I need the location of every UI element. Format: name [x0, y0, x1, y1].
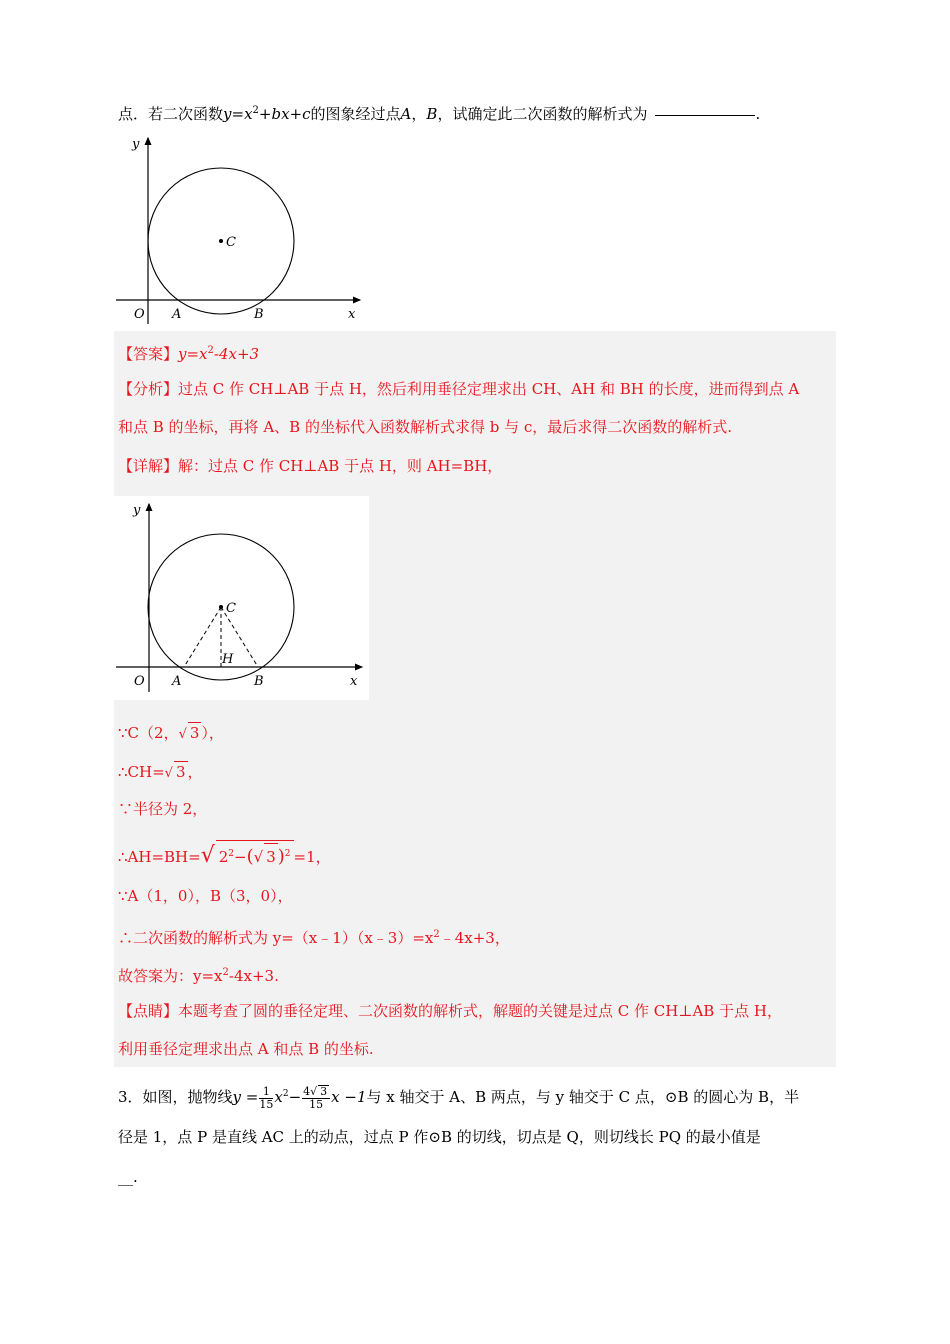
q3-text: 与 x 轴交于 A、B 两点，与 y 轴交于 C 点，⊙B 的圆心为 B，半	[366, 1088, 800, 1106]
q3-f2-coefficient: 4	[303, 1085, 311, 1098]
step-2-radicand: 3	[175, 763, 186, 781]
label-c: C	[226, 235, 236, 250]
step-5-text: ∵A（1，0），B（3，0），	[118, 887, 293, 905]
label-o: O	[134, 307, 145, 322]
label-h: H	[222, 652, 234, 667]
label-o: O	[134, 674, 145, 689]
step-6-end: ﹣4x+3，	[439, 929, 510, 947]
step-7	[118, 963, 279, 986]
comment-line-2	[118, 1039, 374, 1059]
figure-circle-axes	[114, 132, 364, 327]
step-2-end: ，	[187, 763, 203, 781]
answer-tag: 【答案】	[118, 345, 179, 363]
step-7-end: -4x+3.	[228, 967, 279, 985]
label-y: y	[133, 503, 141, 518]
q3-f2-denominator: 15	[309, 1098, 324, 1111]
q3-line-3	[118, 1167, 138, 1187]
step-4-minus: −	[234, 848, 247, 866]
step-4-text: ∴AH=BH=	[118, 848, 201, 866]
step-1-end: ），	[201, 724, 224, 742]
answer-expr-rest: -4x+3	[213, 345, 260, 363]
figure-background	[114, 496, 369, 700]
answer-line	[118, 341, 259, 364]
intro-sep: ，	[411, 105, 427, 123]
answer-expr: y=x	[178, 345, 208, 363]
step-4-radical: $2^2-(√$ 3 )$^2$	[216, 840, 294, 870]
step-6	[118, 925, 510, 948]
q3-fraction-1	[259, 1086, 273, 1111]
q3-line-2	[118, 1127, 761, 1147]
label-b: B	[254, 674, 264, 689]
label-a: A	[172, 307, 182, 322]
step-2-text: ∴CH=	[118, 763, 165, 781]
q3-text-2: 径是 1，点 P 是直线 AC 上的动点，过点 P 作⊙B 的切线，切点是 Q，则切线长 PQ 的最小值是	[118, 1128, 761, 1146]
formula-y: y	[223, 105, 232, 123]
formula-eq: =	[231, 105, 245, 123]
answer-blank	[655, 115, 755, 116]
q3-minus: −	[288, 1088, 302, 1106]
q3-answer-blank: __.	[118, 1168, 138, 1186]
step-4-base: 2	[218, 848, 229, 866]
step-1-radicand: 3	[189, 724, 200, 742]
intro-text-c: ，试确定此二次函数的解析式为	[437, 105, 648, 123]
analysis-tag: 【分析】	[118, 380, 179, 398]
step-1-text: ∵C（2，	[118, 724, 179, 742]
point-b-label: B	[426, 105, 438, 123]
intro-line	[118, 101, 760, 124]
step-4-exponent: 2	[228, 849, 235, 859]
figure-circle-chords	[114, 496, 369, 700]
q3-x2-exponent: 2	[282, 1089, 289, 1099]
q3-f1-denominator: 15	[259, 1097, 274, 1111]
detail-text: 解：过点 C 作 CH⊥AB 于点 H，则 AH=BH，	[178, 457, 503, 475]
detail-tag: 【详解】	[118, 457, 179, 475]
intro-text: 点．若二次函数	[118, 105, 224, 123]
label-c: C	[226, 601, 236, 616]
analysis-line-1	[118, 379, 799, 399]
comment-text-2: 利用垂径定理求出点 A 和点 B 的坐标.	[118, 1040, 374, 1058]
answer-exponent: 2	[207, 345, 214, 356]
step-7-text: 故答案为：y=x	[118, 967, 223, 985]
step-6-text: ∴二次函数的解析式为 y=（x﹣1）（x﹣3）=x	[118, 929, 434, 947]
formula-rest: +bx+c	[258, 105, 311, 123]
q3-f1-numerator: 1	[259, 1086, 273, 1099]
detail-line	[118, 456, 502, 476]
step-6-exponent: 2	[433, 929, 440, 940]
comment-tag: 【点睛】	[118, 1002, 179, 1020]
label-y: y	[132, 137, 140, 152]
analysis-text: 过点 C 作 CH⊥AB 于点 H，然后利用垂径定理求出 CH、AH 和 BH 的长度，进而得到点 A	[178, 380, 800, 398]
step-4: ∴AH=BH=√ $2^2-(√$ 3 )$^2$ =1，	[118, 840, 331, 870]
q3-fraction-2: $\frac{4√ 3}{15}$	[302, 1085, 330, 1111]
analysis-line-2	[118, 417, 732, 437]
q3-y-eq: y =	[232, 1088, 259, 1106]
step-7-exponent: 2	[222, 967, 229, 978]
q3-line-1	[118, 1080, 799, 1111]
step-4-end: =1，	[293, 848, 331, 866]
analysis-text-2: 和点 B 的坐标，再将 A、B 的坐标代入函数解析式求得 b 与 c，最后求得二次函数的解析式.	[118, 418, 733, 436]
step-1: ∵C（2，√ 3 ），	[118, 724, 224, 742]
q3-x2: x	[274, 1088, 283, 1106]
intro-text-b: 的图象经过点	[310, 105, 401, 123]
q3-x-minus-1: x −1	[331, 1088, 367, 1106]
step-3-text: ∵半径为 2，	[118, 800, 208, 818]
step-3	[118, 799, 207, 819]
comment-text: 本题考查了圆的垂径定理、二次函数的解析式，解题的关键是过点 C 作 CH⊥AB 于点 H，	[178, 1002, 782, 1020]
label-a: A	[172, 674, 182, 689]
label-b: B	[254, 307, 264, 322]
point-a-label: A	[400, 105, 412, 123]
label-x: x	[350, 674, 358, 689]
label-x: x	[348, 307, 356, 322]
formula-exponent: 2	[252, 105, 259, 116]
step-4-inner-radicand: 3	[264, 843, 278, 870]
step-2: ∴CH=√ 3 ，	[118, 763, 203, 781]
intro-end: .	[755, 105, 761, 123]
q3-number: 3．如图，抛物线	[118, 1088, 233, 1106]
comment-line-1	[118, 1001, 782, 1021]
formula-x: x	[244, 105, 253, 123]
step-5	[118, 886, 293, 906]
center-point	[219, 239, 223, 243]
q3-f2-radicand: 3	[320, 1085, 328, 1098]
